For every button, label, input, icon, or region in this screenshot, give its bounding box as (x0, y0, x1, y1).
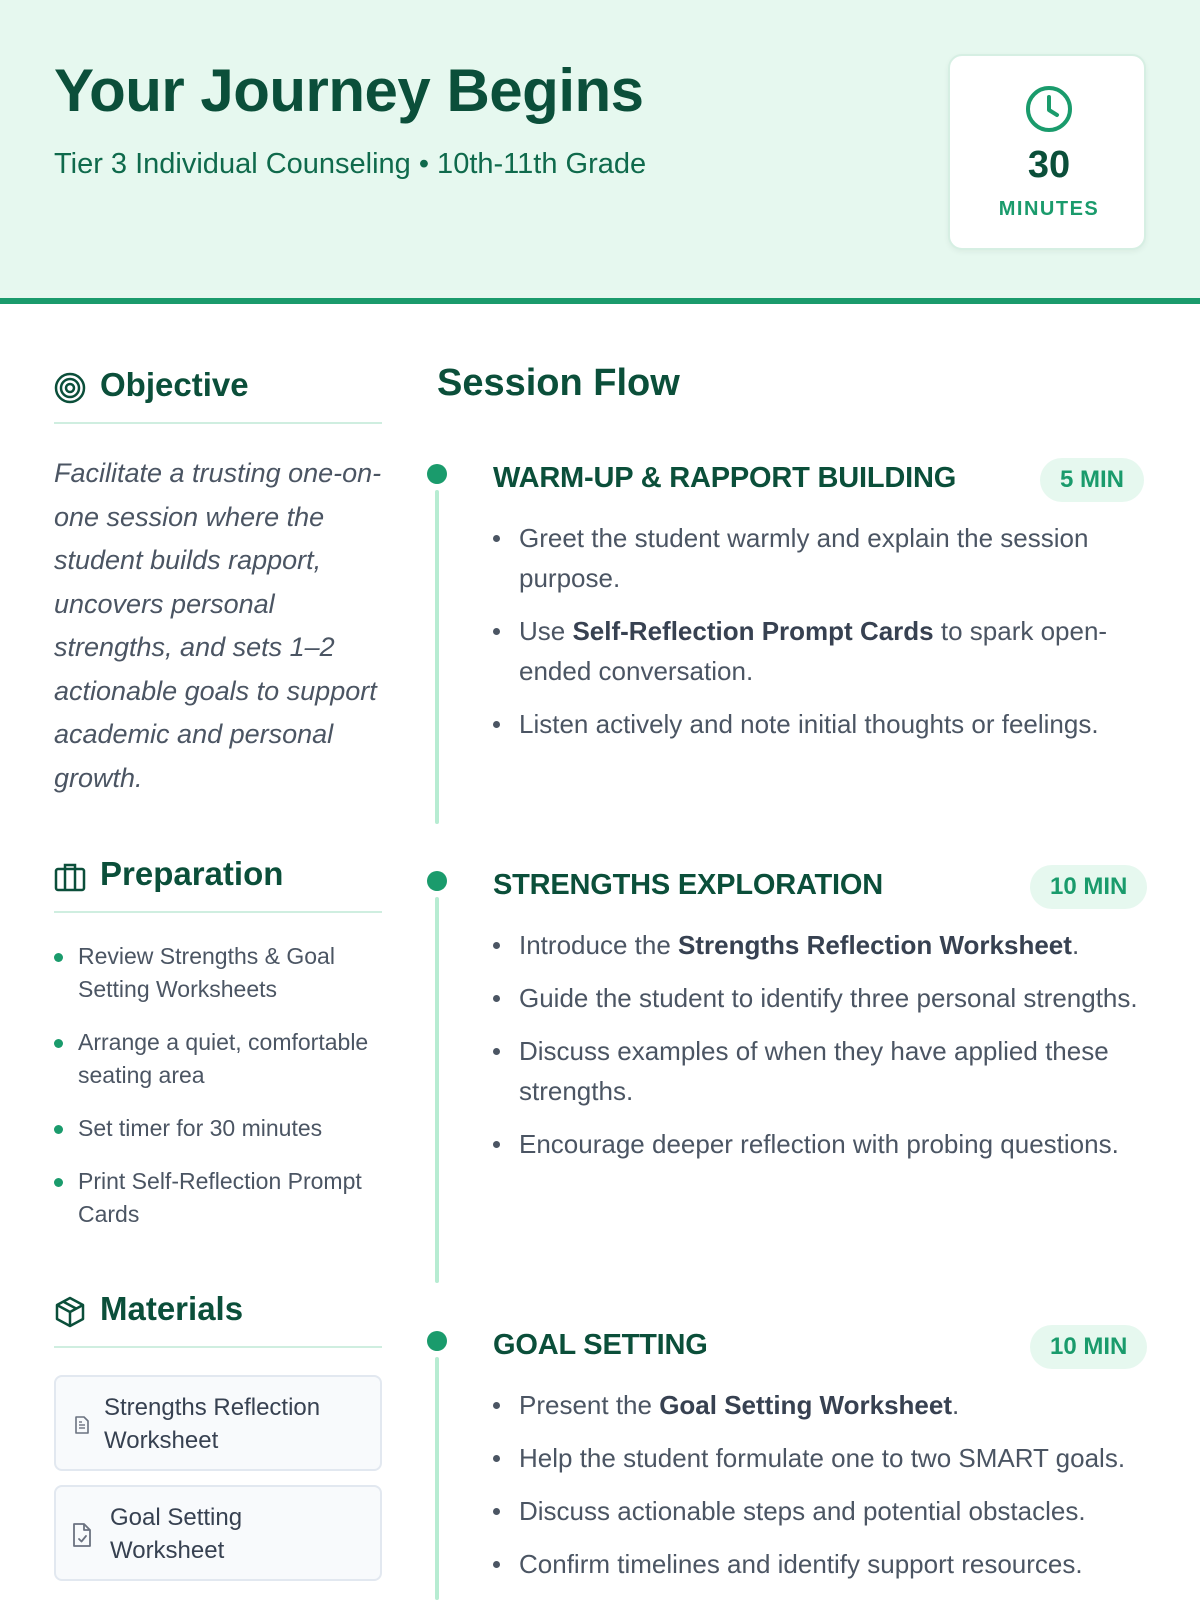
materials-label: Materials (100, 1290, 244, 1327)
target-icon (54, 372, 86, 404)
list-item (493, 1031, 1145, 1111)
timeline-dot (427, 464, 447, 484)
package-icon (54, 1296, 86, 1328)
preparation-list (54, 940, 382, 1251)
list-item (493, 1491, 1145, 1531)
bullet-emphasis: Goal Setting Worksheet (659, 1390, 952, 1420)
document-check-icon (70, 1521, 94, 1549)
list-item (493, 1124, 1145, 1164)
timeline-line (435, 1357, 439, 1600)
bullet-dot (54, 1125, 63, 1134)
duration-value: 30 (1027, 144, 1071, 186)
list-item (493, 1385, 1145, 1425)
material-label: Strengths Reflection Worksheet (104, 1394, 321, 1454)
step-title: WARM-UP & RAPPORT BUILDING (493, 462, 957, 494)
materials-heading (54, 1288, 382, 1348)
timeline-dot (427, 1331, 447, 1351)
step-bullets (493, 1385, 1145, 1597)
list-item (493, 1438, 1145, 1478)
bullet-text: Discuss actionable steps and potential obstacles. (519, 1496, 1086, 1526)
preparation-heading (54, 853, 382, 913)
step-bullets (493, 518, 1145, 757)
bullet-dot (493, 721, 500, 728)
bullet-text: Present the (519, 1390, 660, 1420)
bullet-dot (493, 1048, 500, 1055)
list-item (493, 925, 1145, 965)
timeline-dot (427, 871, 447, 891)
bullet-dot (493, 535, 500, 542)
bullet-dot (493, 628, 500, 635)
list-item (54, 1165, 382, 1231)
bullet-text: Introduce the (519, 930, 678, 960)
preparation-label: Preparation (100, 855, 284, 892)
session-flow-title: Session Flow (437, 362, 680, 404)
list-item (493, 1544, 1145, 1584)
timeline-line (435, 490, 439, 824)
bullet-dot (493, 1455, 500, 1462)
bullet-dot (493, 1402, 500, 1409)
material-card[interactable] (54, 1485, 382, 1581)
step-title: STRENGTHS EXPLORATION (493, 869, 884, 901)
prep-item-text: Review Strengths & Goal Setting Worksheets (78, 943, 335, 1002)
duration-unit: MINUTES (998, 198, 1100, 220)
page-title: Your Journey Begins (54, 57, 644, 124)
bullet-dot (493, 1561, 500, 1568)
duration-card (948, 54, 1146, 250)
list-item (493, 704, 1145, 744)
document-icon (70, 1411, 94, 1439)
time-badge: 10 MIN (1030, 865, 1147, 909)
list-item (54, 1112, 382, 1145)
bullet-dot (54, 953, 63, 962)
bullet-dot (493, 995, 500, 1002)
clock-icon (1024, 84, 1074, 134)
bullet-text: Greet the student warmly and explain the session purpose. (519, 523, 1089, 593)
objective-heading (54, 364, 382, 424)
timeline-line (435, 897, 439, 1283)
list-item (493, 978, 1145, 1018)
header-banner (0, 0, 1200, 304)
time-badge: 10 MIN (1030, 1325, 1147, 1369)
bullet-text: Confirm timelines and identify support resources. (519, 1549, 1083, 1579)
page-subtitle: Tier 3 Individual Counseling • 10th-11th Grade (54, 148, 647, 180)
material-card[interactable] (54, 1375, 382, 1471)
time-badge: 5 MIN (1040, 458, 1144, 502)
objective-text: Facilitate a trusting one-on-one session where the student builds rapport, uncovers personal strengths, and sets 1–2 actionable goals to support academic and personal growth. (54, 458, 382, 793)
prep-item-text: Arrange a quiet, comfortable seating area (78, 1029, 369, 1088)
bullet-emphasis: Strengths Reflection Worksheet (678, 930, 1072, 960)
bullet-text: Help the student formulate one to two SMART goals. (519, 1443, 1126, 1473)
bullet-dot (493, 1508, 500, 1515)
prep-item-text: Print Self-Reflection Prompt Cards (78, 1168, 362, 1227)
step-bullets (493, 925, 1145, 1177)
bullet-text: to spark open-ended conversation. (519, 616, 1108, 686)
briefcase-icon (54, 861, 86, 893)
list-item (493, 611, 1145, 691)
bullet-text: Listen actively and note initial thoughts or feelings. (519, 709, 1099, 739)
bullet-text: Encourage deeper reflection with probing questions. (519, 1129, 1119, 1159)
bullet-text: Guide the student to identify three personal strengths. (519, 983, 1138, 1013)
bullet-dot (54, 1039, 63, 1048)
bullet-dot (493, 942, 500, 949)
step-title: GOAL SETTING (493, 1329, 708, 1361)
bullet-dot (54, 1178, 63, 1187)
material-label: Goal Setting Worksheet (110, 1504, 243, 1564)
list-item (493, 518, 1145, 598)
bullet-dot (493, 1141, 500, 1148)
bullet-text: Discuss examples of when they have applied these strengths. (519, 1036, 1109, 1106)
list-item (54, 1026, 382, 1092)
bullet-text: . (1071, 930, 1080, 960)
objective-label: Objective (100, 366, 249, 403)
prep-item-text: Set timer for 30 minutes (78, 1115, 323, 1141)
bullet-text: Use (519, 616, 573, 646)
bullet-emphasis: Self-Reflection Prompt Cards (572, 616, 934, 646)
list-item (54, 940, 382, 1006)
bullet-text: . (952, 1390, 960, 1420)
